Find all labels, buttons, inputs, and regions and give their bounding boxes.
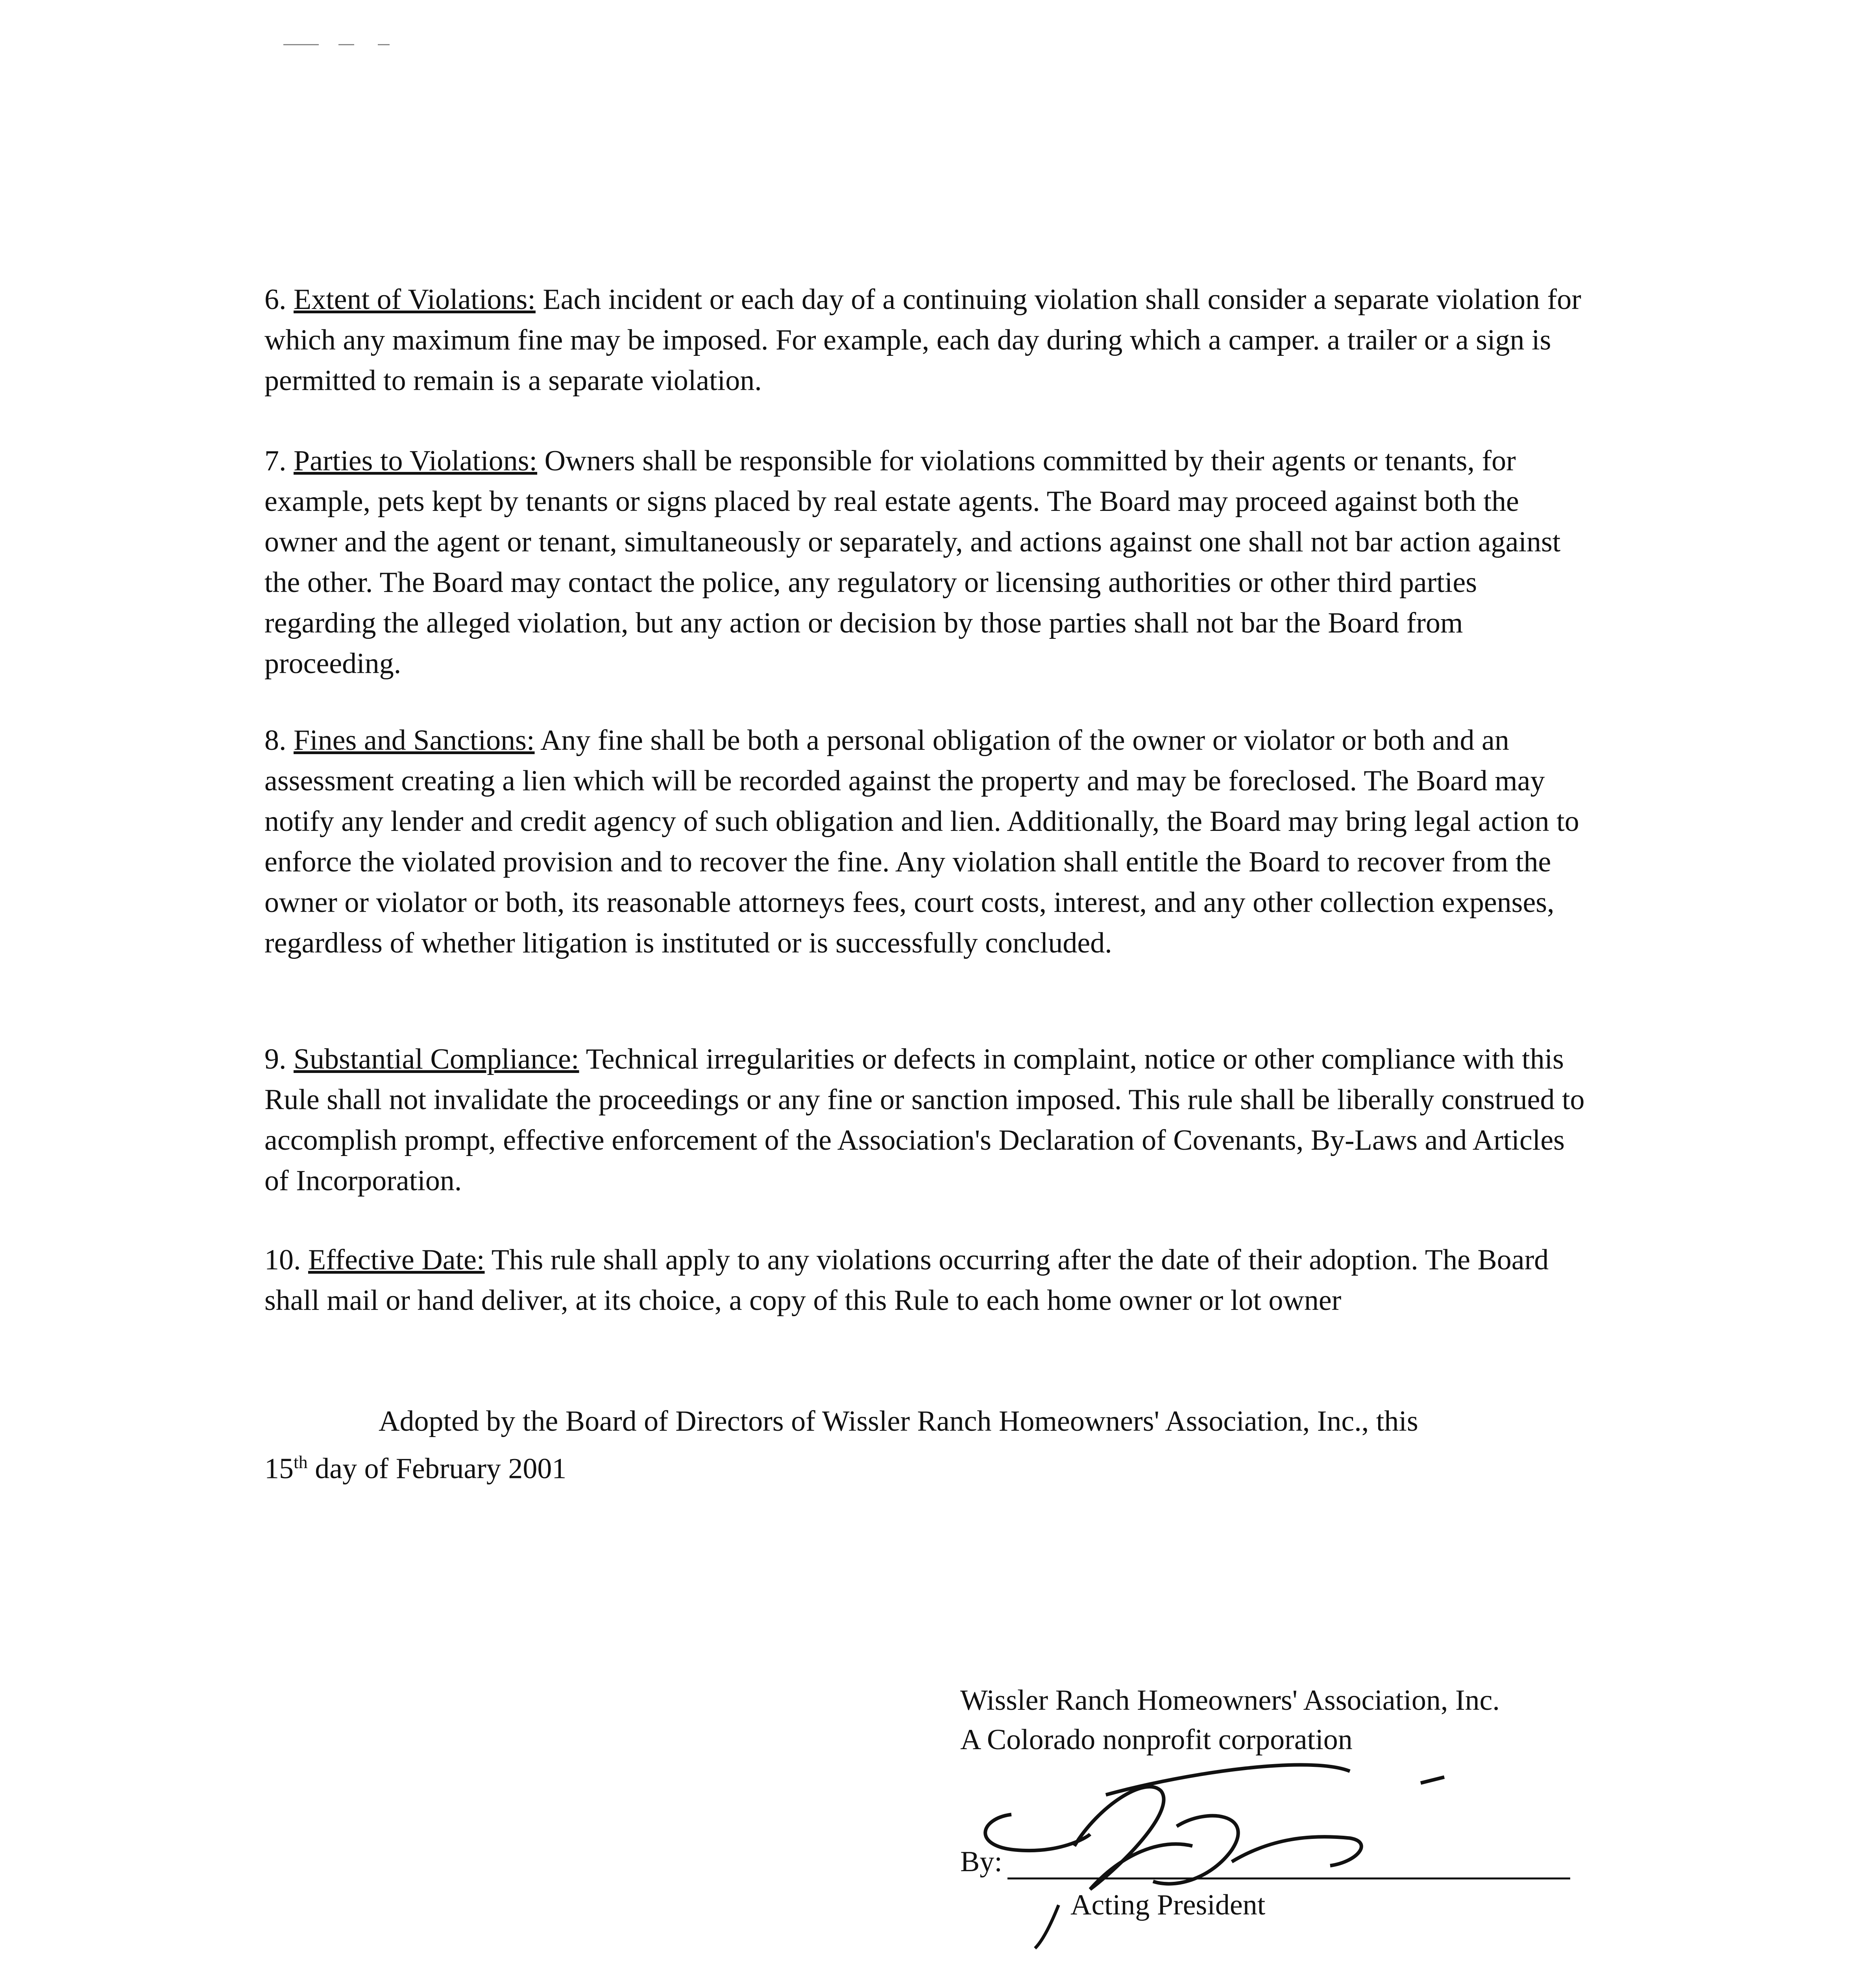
paragraph-heading: Parties to Violations:	[294, 445, 538, 477]
adoption-month-year: day of February 2001	[315, 1452, 567, 1485]
paragraph-6	[264, 279, 1595, 401]
paragraph-text: Each incident or each day of a continuing violation shall consider a separate violation for which any maximum fine may be imposed. For example, each day during which a camper. a trailer or a sign is permitted to remain is a separate violation.	[264, 283, 1581, 397]
secretary-signature	[354, 1964, 787, 1968]
president-signature	[956, 1759, 1468, 1964]
paragraph-heading: Effective Date:	[308, 1244, 485, 1276]
by-label: By:	[960, 1846, 1002, 1878]
paragraph-text: Technical irregularities or defects in complaint, notice or other compliance with this Rule shall not invalidate the proceedings or any fine or sanction imposed. This rule shall be liberally construed to accomplish prompt, effective enforcement of the Association's Declaration of Covenants, By-Laws and Articles of Incorporation.	[264, 1043, 1585, 1197]
paragraph-number: 8.	[264, 724, 286, 756]
adoption-line: Adopted by the Board of Directors of Wissler Ranch Homeowners' Association, Inc., this	[379, 1405, 1418, 1437]
org-name: Wissler Ranch Homeowners' Association, Inc.	[960, 1684, 1500, 1716]
paragraph-heading: Substantial Compliance:	[294, 1043, 579, 1075]
paragraph-text: This rule shall apply to any violations occurring after the date of their adoption. The Board shall mail or hand deliver, at its choice, a copy of this Rule to each home owner or lot owner	[264, 1244, 1549, 1317]
org-type: A Colorado nonprofit corporation	[960, 1724, 1353, 1756]
paragraph-9	[264, 1039, 1595, 1201]
scan-speck	[283, 44, 319, 45]
paragraph-text: Any fine shall be both a personal obligation of the owner or violator or both and an assessment creating a lien which will be recorded against the property and may be foreclosed. The Board may notify any lender and credit agency of such obligation and lien. Additionally, the Board may bring legal action to enforce the violated provision and to recover the fine. Any violation shall entitle the Board to recover from the owner or violator or both, its reasonable attorneys fees, court costs, interest, and any other collection expenses, regardless of whether litigation is instituted or is successfully concluded.	[264, 724, 1579, 959]
adoption-date	[264, 1442, 1595, 1489]
scan-speck	[378, 44, 390, 45]
adoption-statement	[264, 1401, 1595, 1489]
scan-speck	[338, 44, 354, 45]
signature-block	[960, 1681, 1500, 1759]
paragraph-10	[264, 1240, 1595, 1321]
paragraph-number: 9.	[264, 1043, 286, 1075]
adoption-day: 15	[264, 1452, 294, 1485]
paragraph-heading: Fines and Sanctions:	[294, 724, 535, 756]
paragraph-heading: Extent of Violations:	[294, 283, 536, 316]
paragraph-text: Owners shall be responsible for violations committed by their agents or tenants, for example, pets kept by tenants or signs placed by real estate agents. The Board may proceed against both the owner and the agent or tenant, simultaneously or separately, and actions against one shall not bar action against the other. The Board may contact the police, any regulatory or licensing authorities or other third parties regarding the alleged violation, but any action or decision by those parties shall not bar the Board from proceeding.	[264, 445, 1561, 680]
paragraph-number: 6.	[264, 283, 286, 316]
paragraph-8	[264, 720, 1595, 964]
paragraph-number: 7.	[264, 445, 286, 477]
paragraph-7	[264, 441, 1595, 684]
president-title: Acting President	[1070, 1889, 1266, 1921]
paragraph-number: 10.	[264, 1244, 301, 1276]
adoption-day-suffix: th	[294, 1452, 308, 1472]
